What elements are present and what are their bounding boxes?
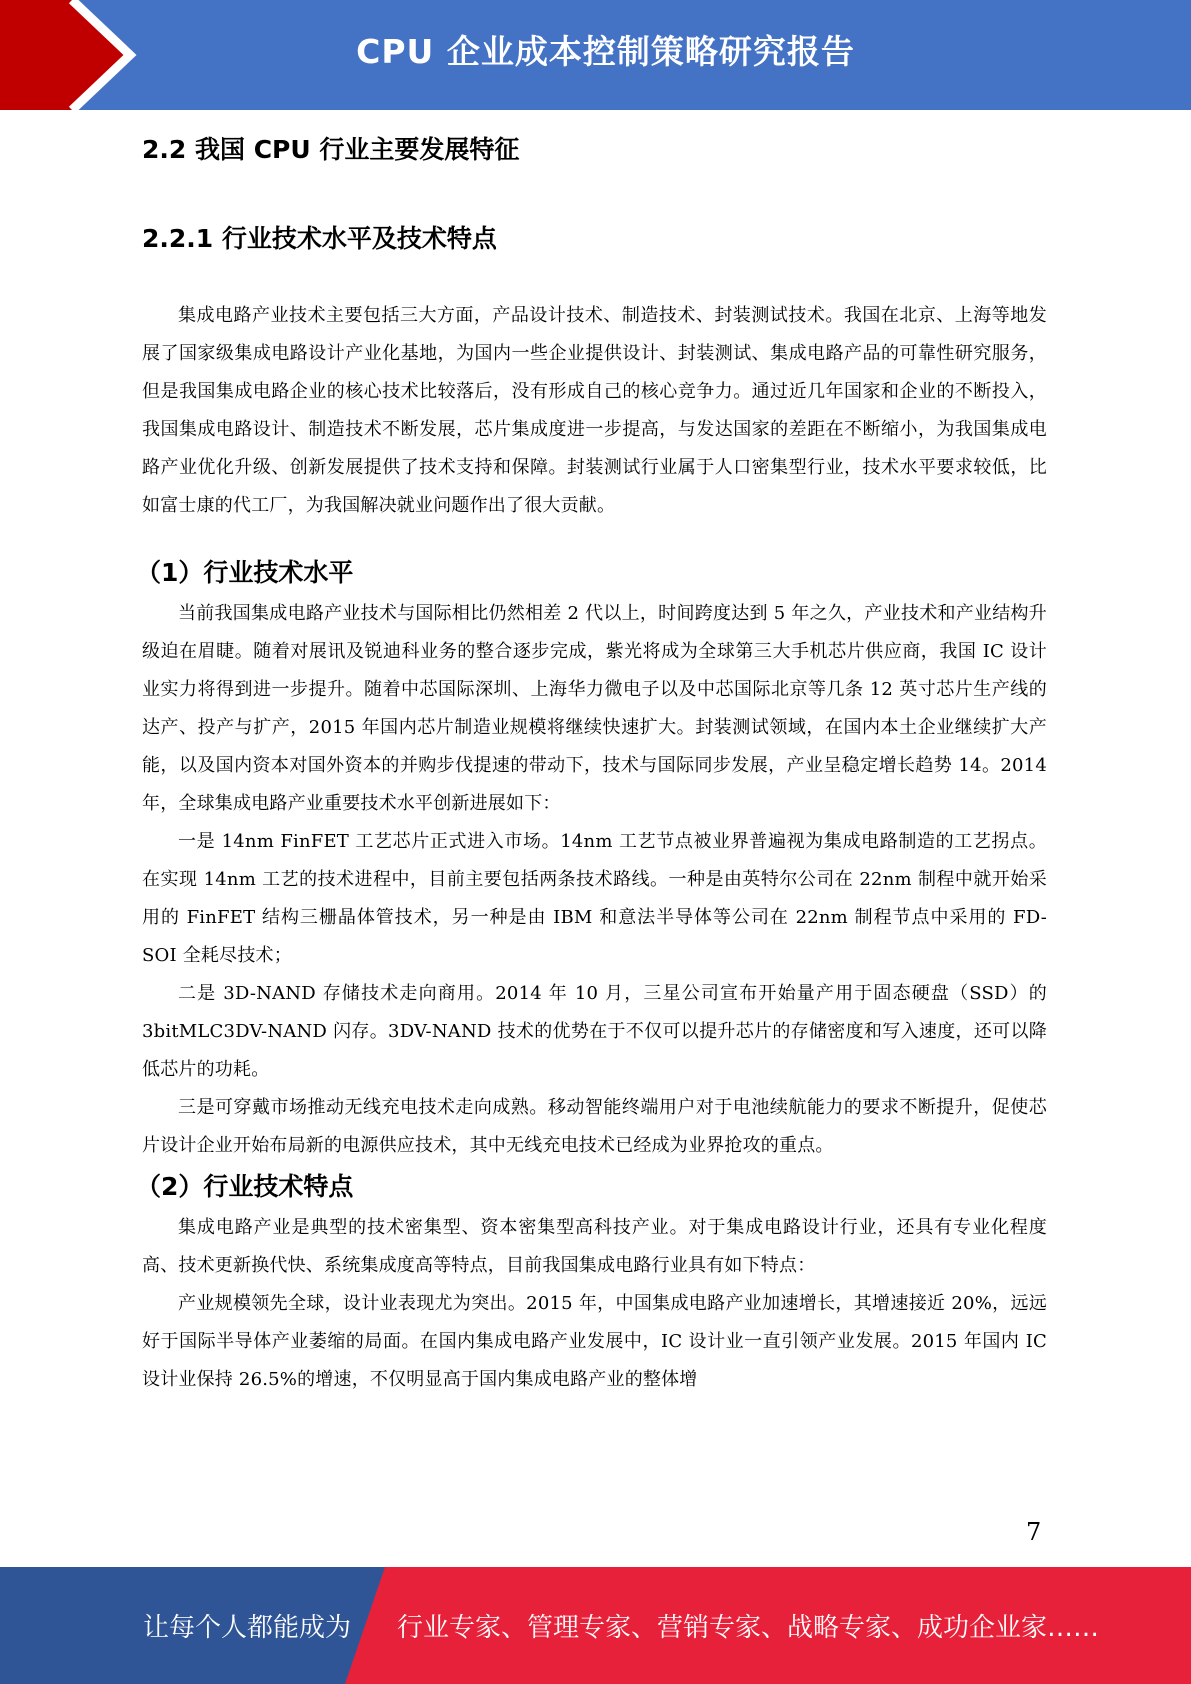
document-body xyxy=(136,128,1047,1399)
page-header xyxy=(0,0,1191,110)
paragraph: 二是 3D-NAND 存储技术走向商用。2014 年 10 月，三星公司宣布开始量产用于固态硬盘（SSD）的 3bitMLC3DV-NAND 闪存。3DV-NAND 技术的优势在于不仅可以提升芯片的存储密度和写入速度，还可以降低芯片的功耗。 xyxy=(142,983,1047,1080)
paragraph: 三是可穿戴市场推动无线充电技术走向成熟。移动智能终端用户对于电池续航能力的要求不断提升，促使芯片设计企业开始布局新的电源供应技术，其中无线充电技术已经成为业界抢攻的重点。 xyxy=(142,1097,1047,1156)
subsection-heading: 2.2.1 行业技术水平及技术特点 xyxy=(142,224,497,253)
tech-features-heading: （2）行业技术特点 xyxy=(136,1172,354,1201)
report-title: CPU 企业成本控制策略研究报告 xyxy=(356,32,855,71)
page-footer xyxy=(0,1567,1191,1684)
page-number: 7 xyxy=(1026,1518,1042,1546)
paragraph: 一是 14nm FinFET 工艺芯片正式进入市场。14nm 工艺节点被业界普遍视为集成电路制造的工艺拐点。在实现 14nm 工艺的技术进程中，目前主要包括两条技术路线。一种是由英特尔公司在 22nm 制程中就开始采用的 FinFET 结构三栅晶体管技术，另一种是由 IBM 和意法半导体等公司在 22nm 制程节点中采用的 FD-SOI 全耗尽技术； xyxy=(142,831,1047,966)
paragraph: 当前我国集成电路产业技术与国际相比仍然相差 2 代以上，时间跨度达到 5 年之久，产业技术和产业结构升级迫在眉睫。随着对展讯及锐迪科业务的整合逐步完成，紫光将成为全球第三大手机芯片供应商，我国 IC 设计业实力将得到进一步提升。随着中芯国际深圳、上海华力微电子以及中芯国际北京等几条 12 英寸芯片生产线的达产、投产与扩产，2015 年国内芯片制造业规模将继续快速扩大。封装测试领域，在国内本土企业继续扩大产能，以及国内资本对国外资本的并购步伐提速的带动下，技术与国际同步发展，产业呈稳定增长趋势 14。2014 年，全球集成电路产业重要技术水平创新进展如下： xyxy=(142,603,1047,814)
tech-level-heading: （1）行业技术水平 xyxy=(136,558,354,587)
section-heading: 2.2 我国 CPU 行业主要发展特征 xyxy=(142,135,520,164)
footer-slogan-right: 行业专家、管理专家、营销专家、战略专家、成功企业家…… xyxy=(397,1613,1100,1643)
paragraph: 集成电路产业是典型的技术密集型、资本密集型高科技产业。对于集成电路设计行业，还具有专业化程度高、技术更新换代快、系统集成度高等特点，目前我国集成电路行业具有如下特点： xyxy=(142,1217,1047,1276)
footer-slogan-left: 让每个人都能成为 xyxy=(143,1613,352,1643)
paragraph: 产业规模领先全球，设计业表现尤为突出。2015 年，中国集成电路产业加速增长，其增速接近 20%，远远好于国际半导体产业萎缩的局面。在国内集成电路产业发展中，IC 设计业一直引领产业发展。2015 年国内 IC 设计业保持 26.5%的增速，不仅明显高于国内集成电路产业的整体增 xyxy=(142,1293,1047,1390)
intro-paragraph: 集成电路产业技术主要包括三大方面，产品设计技术、制造技术、封装测试技术。我国在北京、上海等地发展了国家级集成电路设计产业化基地，为国内一些企业提供设计、封装测试、集成电路产品的可靠性研究服务，但是我国集成电路企业的核心技术比较落后，没有形成自己的核心竞争力。通过近几年国家和企业的不断投入，我国集成电路设计、制造技术不断发展，芯片集成度进一步提高，与发达国家的差距在不断缩小，为我国集成电路产业优化升级、创新发展提供了技术支持和保障。封装测试行业属于人口密集型行业，技术水平要求较低，比如富士康的代工厂，为我国解决就业问题作出了很大贡献。 xyxy=(142,305,1047,516)
